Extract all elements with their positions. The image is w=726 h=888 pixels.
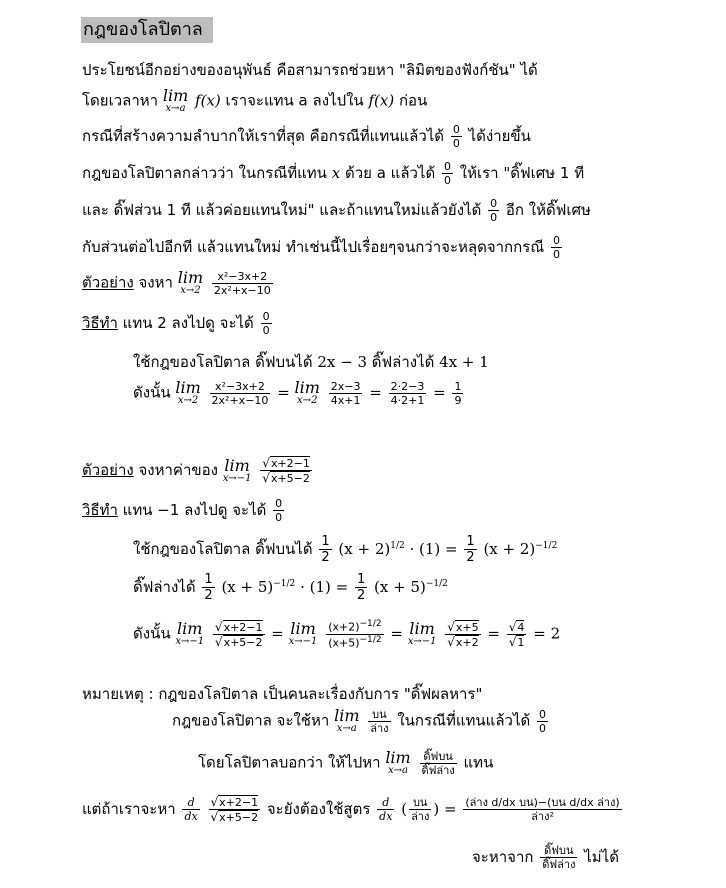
limit-operator: lim x→a <box>162 86 189 114</box>
example2-step1: วิธีทำ แทน −1 ลงไปดู จะได้ $\frac{0}{0}$ <box>82 497 283 524</box>
example2-step3: ดิ๊ฟล่างได้ $\frac{1}{2}$ $(x + 5)^{-1/2} \cdot (1)$ = $\frac{1}{2}$ $(x + 5)^{-1/2}$ <box>133 572 448 603</box>
intro-line-5: และ ดิ๊ฟส่วน 1 ที แล้วค่อยแทนใหม่" และถ้าแทนใหม่แล้วยังได้ $\frac{0}{0}$ อีก ให้ดิ๊ฟเศษ <box>82 197 591 224</box>
note-line-3: โดยโลปิตาลบอกว่า ให้ไปหา lim x→a $\frac{\text{ดิ๊ฟบน}}{\text{ดิ๊ฟล่าง}}$ แทน <box>198 748 494 777</box>
note-line-1: หมายเหตุ : กฎของโลปิตาล เป็นคนละเรื่องกับการ "ดิ๊ฟผลหาร" <box>82 685 483 703</box>
example2-step2: ใช้กฎของโลปิตาล ดิ๊ฟบนได้ $\frac{1}{2}$ $(x + 2)^{1/2} \cdot (1)$ = $\frac{1}{2}$ $(x + 2)^{-1/2}$ <box>133 534 558 565</box>
note-line-5: จะหาจาก $\frac{\text{ดิ๊ฟบน}}{\text{ดิ๊ฟล่าง}}$ ไม่ได้ <box>472 844 619 871</box>
example2-result: ดังนั้น lim x→−1 $\frac{√x+2-1}{√x+5-2}$ = lim x→−1 $\frac{(x+2)^{-1/2}}{(x+5)^{-1/2}}$ = lim x→−1 $\frac{√x+5}{√x+2}$ = $\frac{√4}{√1}$ = 2 <box>133 619 561 650</box>
example1-prompt: ตัวอย่าง จงหา lim x→2 $\frac{\text{x²−3x+2}}{\text{2x²+x−10}}$ <box>82 268 271 297</box>
example1-step2: ใช้กฎของโลปิตาล ดิ๊ฟบนได้ 2x − 3 ดิ๊ฟล่างได้ 4x + 1 <box>133 353 489 371</box>
note-line-4: แต่ถ้าเราจะหา $\frac{d}{dx}$ $\frac{√x+2-1}{√x+5-2}$ จะยังต้องใช้สูตร $\frac{d}{dx}$ ( $\frac{\text{บน}}{\text{ล่าง}}$ ) = $\frac{\text{(ล่าง d/dx บน)−(บน d/dx ล่าง)}}{\text{ล่าง²}}$ <box>82 795 620 824</box>
example1-result: ดังนั้น lim x→2 $\frac{\text{x²−3x+2}}{\text{2x²+x−10}}$ = lim x→2 $\frac{2x-3}{4x+1}$ = $\frac{2\cdot 2-3}{4\cdot 2+1}$ = $\frac{1}{9}$ <box>133 378 462 407</box>
note-line-2: กฎของโลปิตาล จะใช้หา lim x→a $\frac{\text{บน}}{\text{ล่าง}}$ ในกรณีที่แทนแล้วได้ $\frac{0}{0}$ <box>172 706 547 735</box>
intro-line-1: ประโยชน์อีกอย่างของอนุพันธ์ คือสามารถช่วยหา "ลิมิตของฟังก์ชัน" ได้ <box>82 61 538 79</box>
intro-line-4: กฎของโลปิตาลกล่าวว่า ในกรณีที่แทน x ด้วย a แล้วได้ $\frac{0}{0}$ ให้เรา "ดิ๊ฟเศษ 1 ที <box>82 160 585 187</box>
example2-prompt: ตัวอย่าง จงหาค่าของ lim x→−1 $\frac{√x+2-1}{√x+5-2}$ <box>82 455 310 485</box>
intro-line-6: กับส่วนต่อไปอีกที แล้วแทนใหม่ ทำเช่นนี้ไปเรื่อยๆจนกว่าจะหลุดจากกรณี $\frac{0}{0}$ <box>82 234 560 261</box>
page-title: กฎของโลปิตาล <box>81 17 213 43</box>
intro-line-3: กรณีที่สร้างความลำบากให้เราที่สุด คือกรณีที่แทนแล้วได้ $\frac{0}{0}$ ได้ง่ายขึ้น <box>82 123 531 150</box>
example1-step1: วิธีทำ แทน 2 ลงไปดู จะได้ $\frac{0}{0}$ <box>82 310 270 337</box>
intro-line-2: โดยเวลาหา lim x→a f(x) เราจะแทน a ลงไปใน f(x) ก่อน <box>82 86 428 114</box>
